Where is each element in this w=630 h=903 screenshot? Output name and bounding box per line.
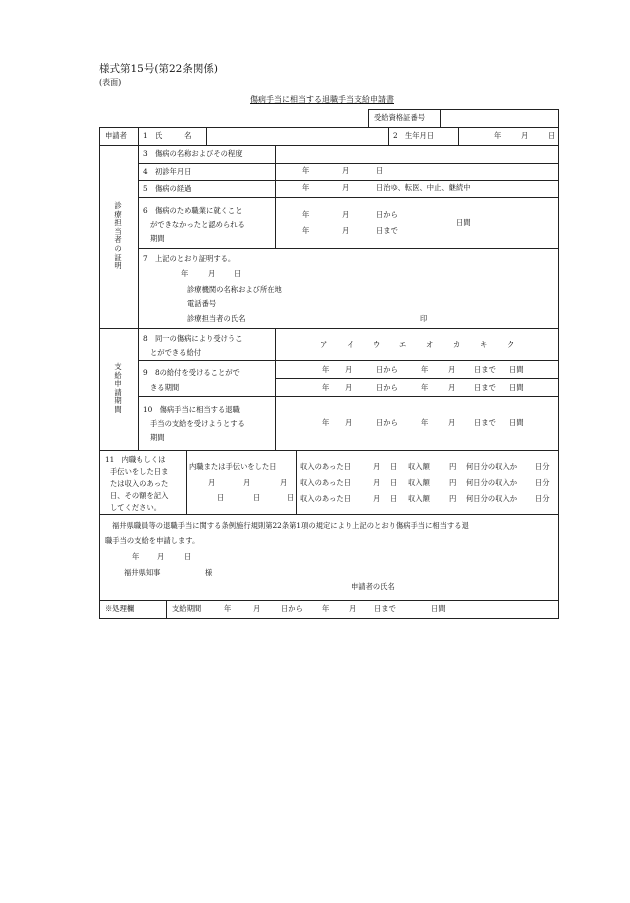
unable-from-year: 年 — [302, 210, 310, 219]
benefit-option[interactable]: オ — [426, 340, 434, 349]
item11-label-line5: してください。 — [110, 503, 162, 512]
side-job-day: 日 — [217, 493, 225, 502]
processing-period-label: 支給期間 — [172, 604, 202, 613]
period-year: 年 — [421, 383, 429, 392]
illness-progress-field[interactable] — [276, 181, 557, 196]
period-to: 日まで — [474, 365, 496, 374]
cert-number-box[interactable] — [368, 109, 558, 127]
income-amount-label: 収入額 — [408, 462, 430, 471]
progress-options: 日治ゆ、転医、中止、継続中 — [376, 183, 471, 192]
declaration-day: 日 — [184, 552, 192, 561]
processing-month: 月 — [253, 604, 261, 613]
income-yen: 円 — [449, 494, 457, 503]
item10-label-line2: 手当の支給を受けようとする — [150, 419, 245, 428]
income-row[interactable] — [297, 477, 558, 489]
form-side-label: (表面) — [99, 78, 122, 87]
cert-number-label: 受給資格証番号 — [374, 113, 426, 122]
unable-from-month: 月 — [342, 210, 350, 219]
illness-name-field[interactable] — [276, 146, 557, 162]
income-month: 月 — [373, 494, 381, 503]
processing-from: 日から — [281, 604, 303, 613]
period-from: 日から — [376, 365, 398, 374]
item6-label-line1: 6 傷病のため職業に就くこと — [143, 206, 243, 215]
declaration-line1: 福井県職員等の退職手当に関する条例施行規則第22条第1項の規定により上記のとおり傷病手当に相当する退 — [112, 521, 469, 530]
period-year: 年 — [421, 365, 429, 374]
birthdate-year: 年 — [494, 131, 502, 140]
income-days: 日分 — [535, 462, 550, 471]
income-date-label: 収入のあった日 — [300, 462, 352, 471]
period-from: 日から — [376, 383, 398, 392]
income-days-label: 何日分の収入か — [466, 478, 518, 487]
income-days: 日分 — [535, 478, 550, 487]
benefit-option[interactable]: カ — [453, 340, 461, 349]
processing-month: 月 — [349, 604, 357, 613]
item7-month: 月 — [208, 269, 216, 278]
declaration-month: 月 — [157, 552, 165, 561]
item8-label-line2: とができる給付 — [150, 348, 202, 357]
side-job-day: 日 — [287, 493, 295, 502]
applicant-name-field[interactable] — [207, 128, 387, 144]
item11-label-line1: 11 内職もしくは — [105, 455, 166, 464]
processing-year: 年 — [224, 604, 232, 613]
doctor-section-label: 診療担当者の証明 — [114, 201, 122, 271]
page-title: 傷病手当に相当する退職手当支給申請書 — [250, 95, 394, 104]
side-job-month: 月 — [280, 478, 288, 487]
period-month: 月 — [448, 365, 456, 374]
benefit-options[interactable] — [276, 329, 557, 359]
period-month: 月 — [345, 383, 353, 392]
payment-section-label: 支給申請期間 — [114, 362, 122, 414]
period-year: 年 — [322, 418, 330, 427]
item9-label-line1: 9 8の給付を受けることがで — [143, 368, 240, 377]
income-days: 日分 — [535, 494, 550, 503]
governor-sama: 様 — [205, 568, 213, 577]
period-month: 月 — [345, 418, 353, 427]
applicant-row-label: 申請者 — [105, 131, 127, 140]
unable-days: 日間 — [456, 218, 471, 227]
unable-to: 日まで — [376, 226, 398, 235]
period-month: 月 — [345, 365, 353, 374]
item6-label-line3: 期間 — [150, 234, 165, 243]
applicant-signature-field[interactable] — [400, 580, 550, 594]
benefit-period-2-field[interactable] — [276, 379, 557, 395]
item6-label-line2: ができなかったと認められる — [150, 220, 245, 229]
first-visit-date-field[interactable] — [276, 164, 557, 179]
unable-to-year: 年 — [302, 226, 310, 235]
benefit-option[interactable]: キ — [480, 340, 488, 349]
governor-label: 福井県知事 — [124, 568, 161, 577]
benefit-option[interactable]: エ — [399, 340, 407, 349]
item4-label: 4 初診年月日 — [143, 167, 192, 176]
side-job-dates-field[interactable] — [187, 451, 295, 513]
seal-mark: 印 — [420, 314, 428, 323]
income-date-label: 収入のあった日 — [300, 494, 352, 503]
benefit-option[interactable]: ウ — [373, 340, 381, 349]
doctor-name-label: 診療担当者の氏名 — [187, 314, 246, 323]
period-year: 年 — [322, 383, 330, 392]
period-year: 年 — [322, 365, 330, 374]
item8-label-line1: 8 同一の傷病により受けうこ — [143, 334, 243, 343]
period-month: 月 — [448, 418, 456, 427]
processing-to: 日まで — [374, 604, 396, 613]
side-job-month: 月 — [208, 478, 216, 487]
medical-institution-label: 診療機関の名称および所在地 — [187, 285, 282, 294]
income-day: 日 — [390, 462, 398, 471]
income-day: 日 — [390, 478, 398, 487]
period-to: 日まで — [474, 418, 496, 427]
period-from: 日から — [376, 418, 398, 427]
first-visit-day: 日 — [376, 166, 384, 175]
birthdate-day: 日 — [548, 131, 556, 140]
income-row[interactable] — [297, 461, 558, 473]
item9-label-line2: きる期間 — [150, 383, 180, 392]
progress-month: 月 — [342, 183, 350, 192]
side-job-day: 日 — [253, 493, 261, 502]
period-month: 月 — [448, 383, 456, 392]
item7-day: 日 — [234, 269, 242, 278]
item5-label: 5 傷病の経過 — [143, 184, 192, 193]
item10-label-line3: 期間 — [150, 433, 165, 442]
side-job-month: 月 — [243, 478, 251, 487]
income-yen: 円 — [449, 462, 457, 471]
item11-label-line2: 手伝いをした日ま — [110, 467, 169, 476]
processing-year: 年 — [322, 604, 330, 613]
benefit-option[interactable]: ク — [507, 340, 515, 349]
period-days: 日間 — [509, 418, 524, 427]
birthdate-label: 2 生年月日 — [393, 131, 435, 140]
side-job-header: 内職または手伝いをした日 — [189, 462, 277, 471]
unable-to-work-period-field[interactable] — [276, 198, 557, 247]
benefit-option[interactable]: イ — [347, 340, 355, 349]
income-days-label: 何日分の収入か — [466, 462, 518, 471]
income-amount-label: 収入額 — [408, 494, 430, 503]
first-visit-year: 年 — [302, 166, 310, 175]
item7-label: 7 上記のとおり証明する。 — [143, 254, 236, 263]
item11-label-line4: 日、その額を記入 — [110, 491, 169, 500]
item3-label: 3 傷病の名称およびその程度 — [143, 149, 243, 158]
item7-year: 年 — [181, 269, 189, 278]
income-day: 日 — [390, 494, 398, 503]
unable-from: 日から — [376, 210, 398, 219]
income-amount-label: 収入額 — [408, 478, 430, 487]
benefit-option[interactable]: ア — [320, 340, 328, 349]
income-row[interactable] — [297, 493, 558, 505]
period-days: 日間 — [509, 365, 524, 374]
period-days: 日間 — [509, 383, 524, 392]
applicant-name-label: 1 氏 名 — [143, 131, 192, 140]
item10-label-line1: 10 傷病手当に相当する退職 — [143, 405, 240, 414]
birthdate-field[interactable] — [459, 128, 557, 144]
form-number: 様式第15号(第22条関係) — [99, 63, 218, 75]
progress-year: 年 — [302, 183, 310, 192]
period-year: 年 — [421, 418, 429, 427]
income-month: 月 — [373, 478, 381, 487]
birthdate-month: 月 — [521, 131, 529, 140]
income-yen: 円 — [449, 478, 457, 487]
income-month: 月 — [373, 462, 381, 471]
benefit-period-1-field[interactable] — [276, 361, 557, 377]
requested-period-field[interactable] — [276, 397, 557, 449]
applicant-name-sign-label: 申請者の氏名 — [351, 582, 395, 591]
declaration-year: 年 — [132, 552, 140, 561]
income-days-label: 何日分の収入か — [466, 494, 518, 503]
declaration-line2: 職手当の支給を申請します。 — [105, 536, 200, 545]
item11-label-line3: たは収入のあった — [110, 479, 169, 488]
processing-days: 日間 — [431, 604, 446, 613]
unable-to-month: 月 — [342, 226, 350, 235]
income-date-label: 収入のあった日 — [300, 478, 352, 487]
first-visit-month: 月 — [342, 166, 350, 175]
period-to: 日まで — [474, 383, 496, 392]
processing-label: ※処理欄 — [105, 604, 135, 613]
phone-label: 電話番号 — [187, 299, 217, 308]
